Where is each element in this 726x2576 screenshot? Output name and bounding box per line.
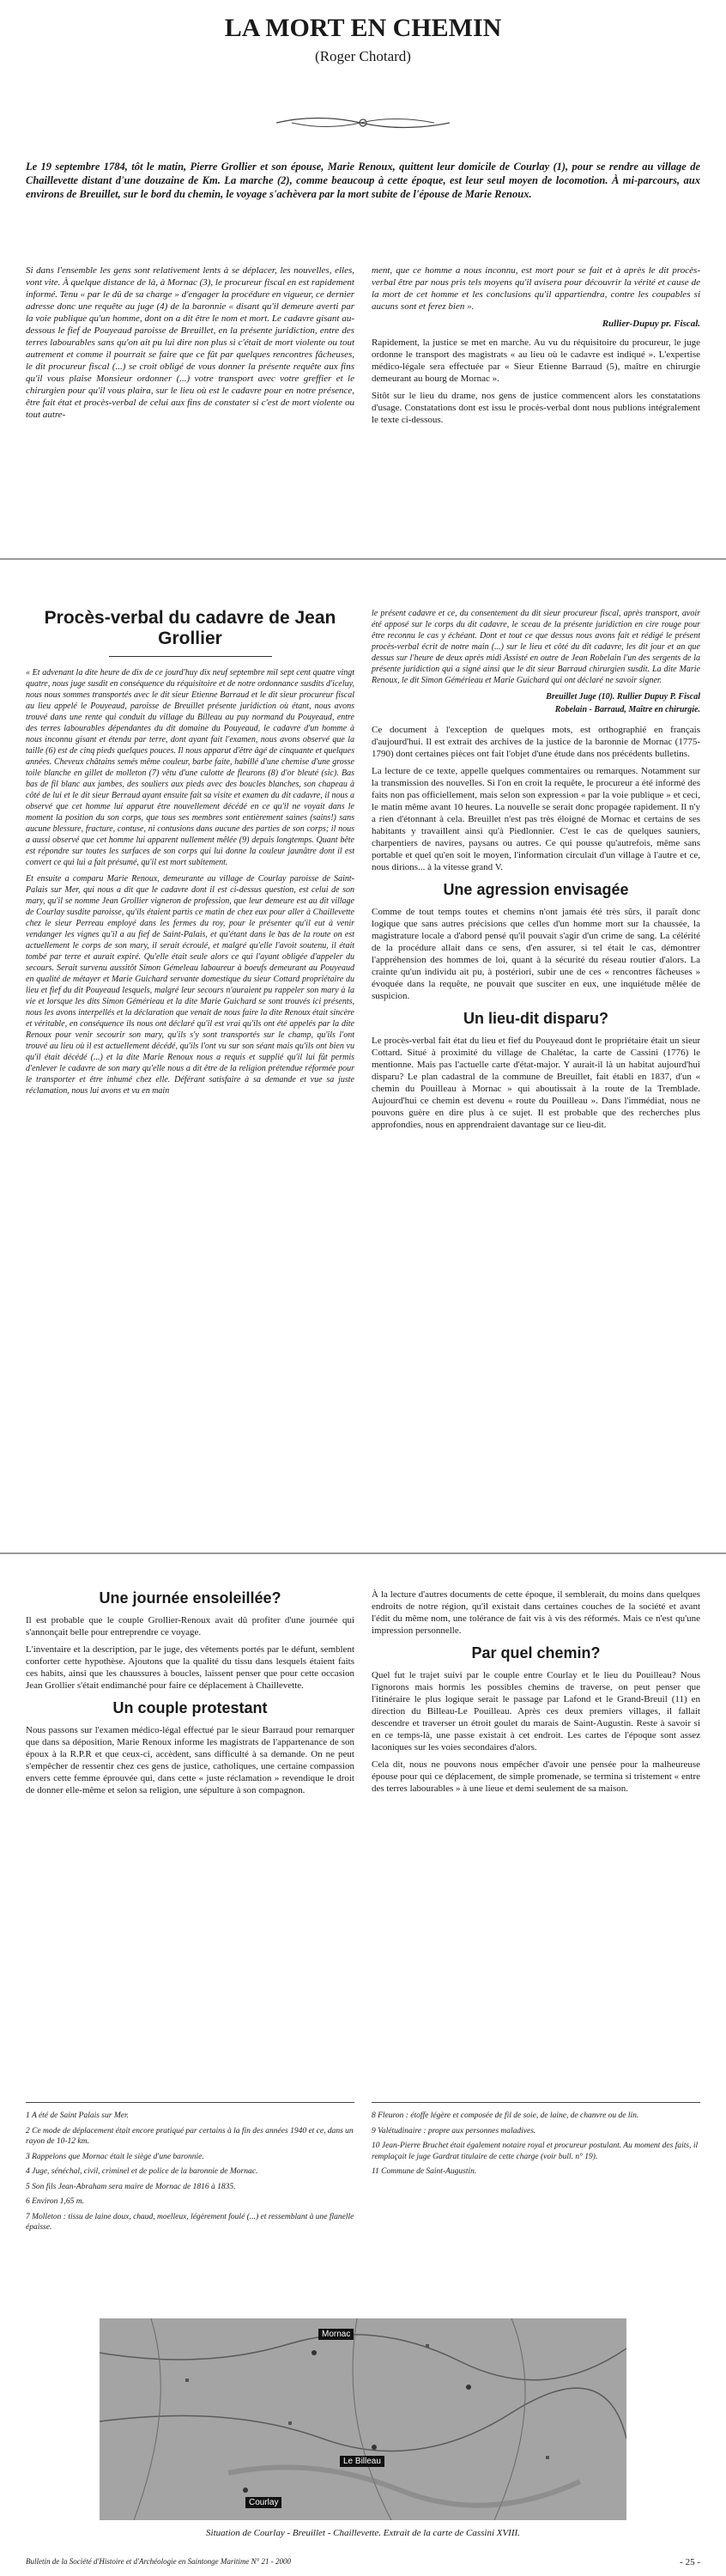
paragraph: Et ensuite a comparu Marie Renoux, demeurante au village de Courlay paroisse de Saint-Palais sur Mer, qui nous a dit que le cadavre dont il est ci-dessus question, est celui de son mary, qu'il se nomme Jean Grollier vigneron de profession, que leur demeure est au dit village de Courlay susdite paroisse, qu'ils étaient partis ce matin de chez eux pour aller à Chaillevette chez le sieur Perreau employé dans les fermes du roy, pour le présenter qu'il eut à venir vendanger les vignes qu'il a au fief de Saint-Palais, et qu'étant dans le bas de la route on est actuellement le corps de son mary, il serait écroulé, et malgré qu'elle l'avoit soutenu, il était tombé par terre et aurait expiré. Qu'elle était seule alors ce qui l'ayant obligée d'appeler du secours. Serait survenu aussitôt Simon Gémeleau laboureur à boeufs demeurant au Pouyeaud en qualité de métayer et Marie Guichard servante domestique du sieur Cottard propriétaire du lieu et fief du dit Pouyeaud lesquels, malgré leur secours n'auraient pu rappeler son mary à la vie et lorsque les dits Simon Gémérieau et la dite Marie Guichard se sont trouvés ici présents, nous les avons interpellés et la déclaration que venait de nous faire la dite Renoux était sincère et véritable, en conséquence ils nous ont déclaré qu'il est vrai qu'ils ont été appelés par la dite Renoux pour venir secourir son mary, qu'ils s'y sont transportés sur le champ, qu'ils l'ont trouvé au lieu où il est actuellement décédé, qu'ils l'ont vu sur son séant mais qu'ils ont bien vu qu'il était décédé (...) et la dite Marie Renoux nous a requis et supplié qu'il lui fût permis d'enlever le cadavre de son mary qu'elle nous a dit être de la religion prétendue réformée pour le transporter et être inhumé chez elle. Déférant satisfaire à sa demande et vue sa juste réclamation, nous lui avons et vu en main xyxy=(26,874,354,1096)
paragraph: Sitôt sur le lieu du drame, nos gens de justice commencent alors les constatations d'usage. Constatations dont est issu le procès-verbal dont nous publions intégralement le texte ci-dessous. xyxy=(372,391,700,425)
paragraph: Quel fut le trajet suivi par le couple entre Courlay et le lieu du Pouilleau? Nous l'ignorons mais hormis les possibles chemins de traverse, on peut penser que l'itinéraire le plus logique serait le passage par Lafond et le Grand-Breuil (11) en direction du Billeau-Le Pouilleau. Après ces deux premiers villages, il fallait descendre et traverser un étroit goulet du marais de Saint-Augustin. Reste à savoir si en ce temps-là, une passe existait à cet endroit. Les cartes de l'époque sont assez laconiques sur les voies secondaires d'alors. xyxy=(372,1670,700,1753)
section-divider xyxy=(0,558,726,560)
footnote: 6 Environ 1,65 m. xyxy=(26,2197,84,2206)
footnote: 1 A été de Saint Palais sur Mer. xyxy=(26,2111,129,2120)
pv-right-column xyxy=(372,608,700,1136)
journee-text xyxy=(26,1614,354,1692)
journee-left-column xyxy=(26,1589,354,1801)
map-drawing xyxy=(100,2318,626,2520)
pv-right-text-2 xyxy=(372,724,700,873)
paragraph: Si dans l'ensemble les gens sont relativement lents à se déplacer, les nouvelles, elles, vont vite. À quelque distance de là, à Mornac (3), le procureur fiscal en est rapidement informé. Tenu « par le dû de sa charge » d'engager la procédure en vigueur, ce dernier adresse donc une requête au juge (4) de la baronnie « disant qu'il demeure averti par la voie publique qu'un homme, dont on a dit être le nom et mort. Le cadavre gisant au-dessous le fief de Pouyeaud paroisse de Breuillet, en la présente juridiction, entre des terres labourables sans qu'on ait pu lui dire non plus si c'était de mort violente ou tout autrement et comme il pourrait se faire que ce fût par quelques rencontres fâcheuses, le dit procureur fiscal (...) se croit obligé de vous donner la présente requête aux fins qu'il vous plaise Monsieur ordonner (...) votre transport avec votre greffier et le chirurgien pour qu'il vous plaira, sur le lieu où est le cadavre pour en notre présence, être fait état et procès-verbal de celui aux fins de constater si c'est de mort violente ou tout autre- xyxy=(26,265,354,420)
paragraph: le présent cadavre et ce, du consentement du dit sieur procureur fiscal, après transport, avoir été apposé sur le corps du dit cadavre, le sceau de la présente juridiction en cire rouge pour être reconnu le cas y échéant. Dont et tout ce que dessus nous avons fait et rédigé le présent procès-verbal écrit de notre main (...) sur le lieu et côté du dit cadavre, les dit jour et an que dessus sur l'heure de deux après midi Assisté en outre de Jean Robelain l'un des sergents de la présente juridiction qui a signé ainsi que le dit sieur Barraud chirurgien susdit. La dite Marie Renoux, le dit Simon Gémérieau et Marie Guichard qui ont déclaré ne savoir signer. xyxy=(372,609,700,685)
intro-right-text xyxy=(372,264,700,313)
map-label-billeau: Le Billeau xyxy=(340,2456,384,2467)
heading-agression: Une agression envisagée xyxy=(443,881,629,898)
footnote: 8 Fleuron : étoffe légère et composée de fil de soie, de laine, de chanvre ou de lin. xyxy=(372,2111,639,2120)
pv-left-text xyxy=(26,667,354,1097)
footnotes-left xyxy=(26,2111,354,2238)
heading-lieu: Un lieu-dit disparu? xyxy=(463,1010,608,1027)
paragraph: Il est probable que le couple Grollier-Renoux avait dû profiter d'une journée qui s'annonçait belle pour entreprendre ce voyage. xyxy=(26,1615,354,1637)
journee-right-text xyxy=(372,1589,700,1637)
pv-right-text xyxy=(372,608,700,686)
intro-right-text-2 xyxy=(372,337,700,426)
section-divider xyxy=(0,1552,726,1554)
ornament-icon xyxy=(275,110,451,136)
footnote: 7 Molleton : tissu de laine doux, chaud, moelleux, légèrement foulé (...) et ressemblant à une flanelle épaisse. xyxy=(26,2212,354,2232)
map-label-mornac: Mornac xyxy=(318,2329,354,2340)
map-label-courlay: Courlay xyxy=(245,2497,281,2508)
chemin-text xyxy=(372,1669,700,1795)
notes-divider xyxy=(372,2102,700,2103)
heading-chemin: Par quel chemin? xyxy=(471,1644,601,1662)
paragraph: Cela dit, nous ne pouvons nous empêcher d'avoir une pensée pour la malheureuse épouse pour qui ce déplacement, de simple promenade, se termina si tristement « entre des terres labourables » à une lieue et demi seulement de sa maison. xyxy=(372,1759,700,1794)
intro-left-text xyxy=(26,264,354,421)
footnote: 5 Son fils Jean-Abraham sera maire de Mornac de 1816 à 1835. xyxy=(26,2182,236,2191)
pv-title: Procès-verbal du cadavre de Jean Grollier xyxy=(44,608,336,648)
paragraph: Le procès-verbal fait état du lieu et fief du Pouyeaud dont le propriétaire était un sieur Cottard. Situé à proximité du village de Chalétac, la carte de Cassini (1776) le mentionne. Mais pas l'actuelle carte d'état-major. Y aurait-il là un habitat aujourd'hui disparu? Le plan cadastral de la commune de Breuillet, fait établi en 1837, d'un « chemin du Pouilleau à Mornac » qui aboutissait à la route de la Tremblade. Aujourd'hui ce chemin est devenu « route du Pouilleau ». Dans l'immédiat, nous ne pouvons guère en dire plus à ce sujet. Il est probable que des recherches plus approfondies, nous en apprendraient davantage sur ce lieu-dit. xyxy=(372,1036,700,1130)
intro-left-column xyxy=(26,264,354,426)
footnote: 2 Ce mode de déplacement était encore pratiqué par certains à la fin des années 1940 et ce, dans un rayon de 10-12 km. xyxy=(26,2126,354,2146)
intro-signature: Rullier-Dupuy pr. Fiscal. xyxy=(602,319,700,329)
journee-right-column xyxy=(372,1589,700,1800)
heading-journee: Une journée ensoleillée? xyxy=(99,1589,281,1607)
journal-name: Bulletin de la Société d'Histoire et d'Archéologie en Saintonge Maritime N° 21 - 2000 xyxy=(26,2557,291,2566)
paragraph: Nous passons sur l'examen médico-légal effectué par le sieur Barraud pour remarquer que dans sa déposition, Marie Renoux informe les magistrats de l'appartenance de son époux à la R.P.R et que ceux-ci, accèdent, sans difficulté à sa demande. On ne peut s'empêcher de ressentir chez ces gens de justice, catholiques, une certaine compassion envers cette femme éprouvée qui, dans cette « juste réclamation » revendique le droit de donner elle-même et selon sa religion, une sépulture à son compagnon. xyxy=(26,1725,354,1795)
footnote: 11 Commune de Saint-Augustin. xyxy=(372,2167,477,2176)
signature-line: Robelain - Barraud, Maître en chirurgie. xyxy=(554,705,700,714)
pv-left-column xyxy=(26,608,354,1102)
couple-text xyxy=(26,1724,354,1796)
paragraph: L'inventaire et la description, par le juge, des vêtements portés par le défunt, semblent conforter cette hypothèse. Ajoutons que la qualité du tissu dans lesquels étaient faits ces habits, ainsi que les chaussures à boucles, laissent penser que pour cette occasion Jean Grollier s'était endimanché pour faire ce déplacement à Chaillevette. xyxy=(26,1644,354,1691)
paragraph: La lecture de ce texte, appelle quelques commentaires ou remarques. Notamment sur la transmission des nouvelles. Si l'on en croit la requête, le procureur a été informé des faits non pas officiellement, mais selon son expression « par la voie publique » et ceci, le matin même avant 10 heures. La nouvelle se serait donc propagée rapidement. Il n'y a rien d'étonnant à cela. Breuillet n'est pas très éloigné de Mornac et certains de ses habitants y travaillent ainsi qu'à Piedlonnier. C'est le cas de quelques sauniers, charpentiers de navires, paysans ou autres. Ce qui pousse qu'autrefois, même sans portable et quel qu'en soit le moyen, l'information circulait d'un village à l'autre et ce, nous dirions... à la vitesse grand V. xyxy=(372,766,700,872)
page-footer xyxy=(26,2557,700,2566)
footnotes-right xyxy=(372,2111,700,2182)
pv-title-underline xyxy=(109,656,272,657)
map-caption: Situation de Courlay - Breuillet - Chaillevette. Extrait de la carte de Cassini XVIII. xyxy=(206,2528,520,2538)
footnote: 4 Juge, sénéchal, civil, criminel et de police de la baronnie de Mornac. xyxy=(26,2167,258,2176)
paragraph: Comme de tout temps toutes et chemins n'ont jamais été très sûrs, il paraît donc logique que sans autres précisions que celles d'un homme mort sur la chaussée, la magistrature locale a d'abord pensé qu'il pouvait s'agir d'un crime de sang. La célérité de la procédure allait dans ce sens, d'en assurer, si tel était le cas, démontrer l'appréhension des hommes de loi, quant à la sécurité du réseau routier d'alors. La crainte qu'un individu ait pu, à postériori, subir une de ces « rencontres fâcheuses » évoquée dans la requête, ne pouvait que susciter en eux, une inquiétude mêlée de suspicion. xyxy=(372,907,700,1001)
paragraph: « Et advenant la dite heure de dix de ce jourd'huy dix neuf septembre mil sept cent quatre vingt quatre, nous juge susdit en conséquence du réquisitoire et de notre ordonnance susdits d'iceluy, nous nous sommes transportés avec le dit sieur Etienne Barraud et le dit sieur procureur fiscal au lieu appelé le Pouyeaud, paroisse de Breuillet présente juridiction où étant, nous avons trouvé dans une rente qui conduit du village du Billeau au puy normand du Pouyeaud, entre des terres labourables dépendantes du dit domaine du Pouyeaud, le cadavre d'un homme à nous inconnu gisant et étendu par terre, dont ayant fait l'examen, nous avons observé que la taille (6) est de cinq pieds quelques pouces. Il nous apparut d'être âgé de cinquante et quelques années. Cheveux châtains semés même couleur, barbe faite, habillé d'une chemise d'une grosse toile blanche en gillet de molleton (7) vêtu d'une culotte de fleurons (8) d'or bleuté (sic). Bas bas de fil blanc aux jambes, des souliers aux pieds avec des boucles blanches, son chapeau à côté de lui et le dit sieur Berraud ayant ensuite fait sa visite et examen du dit cadavre, il nous a observé que cet homme lui apparut être nouvellement décédé en ce qu'il ne voyait dans le moment la position du son corps, que tous ses membres sont entièrement saines (sains!) sans aucune blessure, fracture, contuse, ni contusions dans aucune des parties de son corps; il nous a aussi observé que cet homme lui apparent nullement mêlée (9) depuis longtemps. Quant bête est répondre sur toutes les surfaces de son corps qui lui donne la couleur jaunâtre dont il est convert ce qui lui a fait présumé, qu'il est mort subitement. xyxy=(26,668,354,867)
intro-right-column xyxy=(372,264,700,431)
cassini-map xyxy=(100,2318,626,2520)
article-lead: Le 19 septembre 1784, tôt le matin, Pierre Grollier et son épouse, Marie Renoux, quittent leur domicile de Courlay (1), pour se rendre au village de Chaillevette distant d'une douzaine de Km. La marche (2), comme beaucoup à cette époque, est leur seul moyen de locomotion. À mi-parcours, aux environs de Breuillet, sur le bord du chemin, le voyage s'achèvera par la mort subite de l'épouse de Marie Renoux. xyxy=(26,161,700,200)
lieu-text xyxy=(372,1035,700,1131)
notes-divider xyxy=(26,2102,354,2103)
paragraph: À la lecture d'autres documents de cette époque, il semblerait, du moins dans quelques endroits de notre région, qu'il existait dans certaines couches de la société et avant l'édit du même nom, une tolérance de fait vis à vis des réformés. Mais ce n'est qu'une impression personnelle. xyxy=(372,1589,700,1636)
agression-text xyxy=(372,906,700,1002)
paragraph: ment, que ce homme a nous inconnu, est mort pour se fait et à après le dit procès-verbal être par nous pris tels moyens qu'il avisera pour découvrir la vérité et cause de la mort de cet homme et les conclusions qu'il appartiendra, contre les coupables si aucuns sont et ferez bien ». xyxy=(372,265,700,312)
pv-signatures xyxy=(372,691,700,715)
paragraph: Rapidement, la justice se met en marche. Au vu du réquisitoire du procureur, le juge ordonne le transport des magistrats « au lieu où le cadavre est indiqué ». L'expertise médico-légale sera effectuée par « Sieur Etienne Barraud (5), maître en chirurgie demeurant au bourg de Mornac ». xyxy=(372,337,700,384)
signature-line: Breuillet Juge (10). Rullier Dupuy P. Fiscal xyxy=(546,692,700,702)
paragraph: Ce document à l'exception de quelques mots, est orthographié en français d'aujourd'hui. Il est extrait des archives de la justice de la baronnie de Mornac (1775-1790) dont certaines pièces ont fait l'objet d'une étude dans nos précédents bulletins. xyxy=(372,725,700,759)
heading-couple: Un couple protestant xyxy=(112,1699,268,1716)
article-title: LA MORT EN CHEMIN xyxy=(224,14,502,42)
page-number: - 25 - xyxy=(680,2557,700,2567)
footnote: 9 Valétudinaire : propre aux personnes maladives. xyxy=(372,2126,536,2136)
article-author: (Roger Chotard) xyxy=(315,48,411,64)
footnote: 10 Jean-Pierre Bruchet était également notaire royal et procureur postulant. Au moment des faits, il remplaçait le juge Gardrat titulaire de cette charge (voir bull. n° 19). xyxy=(372,2142,699,2161)
footnote: 3 Rappelons que Mornac était le siège d'une baronnie. xyxy=(26,2152,204,2161)
